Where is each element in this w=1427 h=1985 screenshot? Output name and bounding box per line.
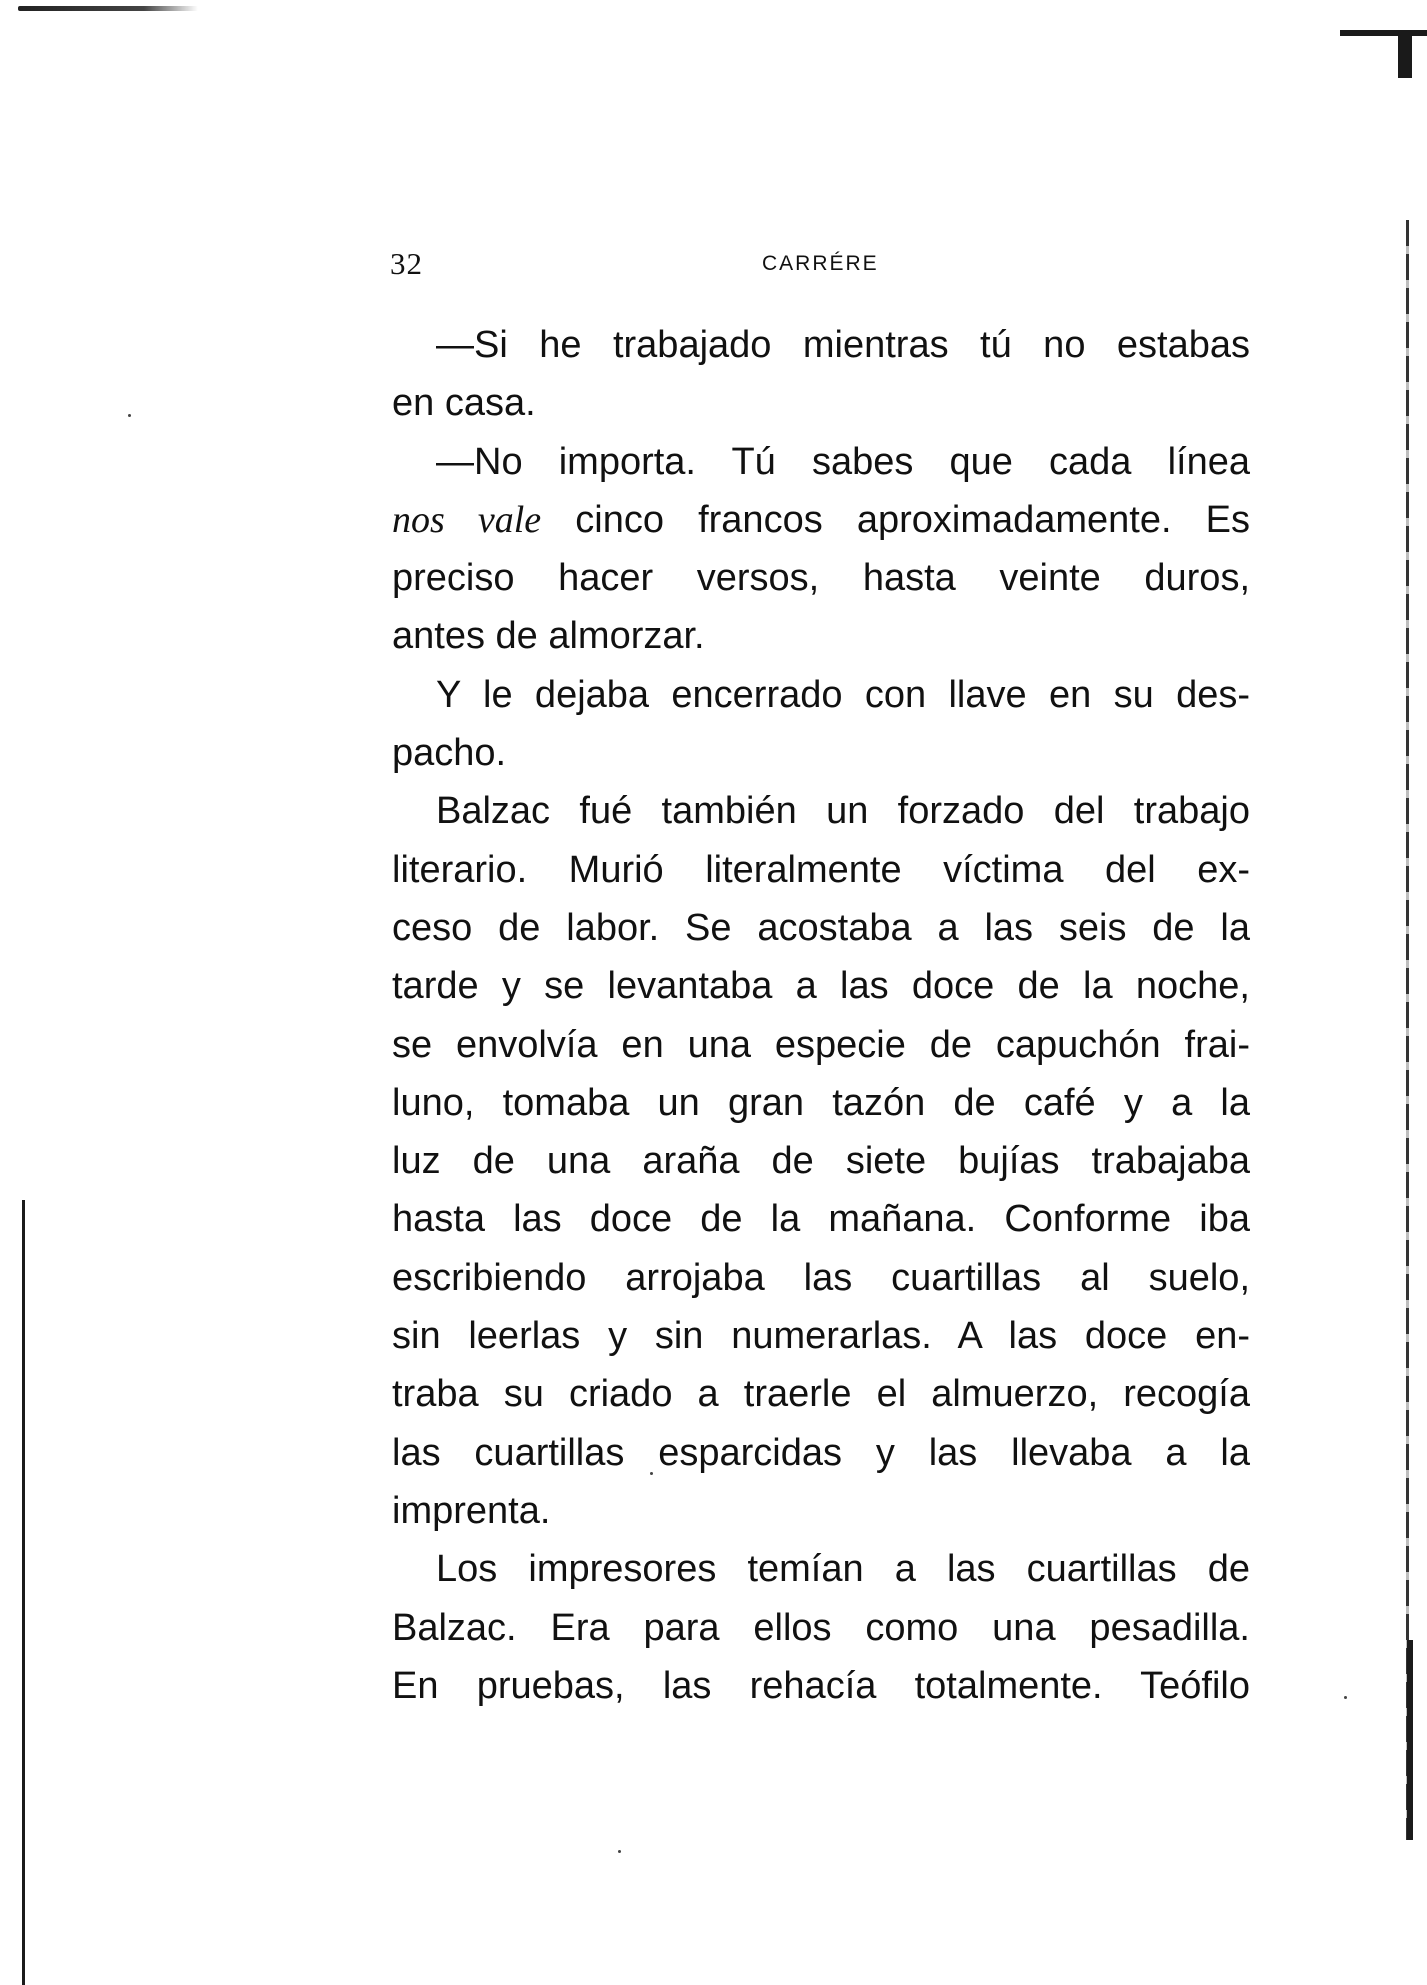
text-line: imprenta. xyxy=(392,1489,551,1532)
text-line: las cuartillas esparcidas y las llevaba a la xyxy=(392,1431,1250,1474)
scan-mark-top-left xyxy=(18,6,198,11)
text-line: preciso hacer versos, hasta veinte duros, xyxy=(392,557,1250,600)
text-line-with-italic xyxy=(392,491,1250,549)
page-number: 32 xyxy=(390,246,423,281)
text-line: —Si he trabajado mientras tú no estabas xyxy=(436,324,1250,366)
body-text xyxy=(392,316,1250,1715)
text-line: pacho. xyxy=(392,732,507,775)
text-line: Balzac. Era para ellos como una pesadilla. xyxy=(392,1606,1250,1649)
scan-mark-top-right-tab xyxy=(1398,30,1412,78)
text-line: sin leerlas y sin numerarlas. A las doce en- xyxy=(392,1315,1250,1358)
text-line: literario. Murió literalmente víctima del ex- xyxy=(392,848,1250,891)
text-line: se envolvía en una especie de capuchón frai- xyxy=(392,1023,1250,1066)
text-line: traba su criado a traerle el almuerzo, recogía xyxy=(392,1373,1250,1416)
text-line: Y le dejaba encerrado con llave en su des- xyxy=(436,673,1250,716)
text-line: ceso de labor. Se acostaba a las seis de la xyxy=(392,906,1250,949)
page-edge-left xyxy=(22,1200,25,1985)
text-line: antes de almorzar. xyxy=(392,615,705,658)
text-line: Balzac fué también un forzado del trabajo xyxy=(436,790,1250,833)
scan-speck xyxy=(1344,1696,1347,1699)
text-line: Los impresores temían a las cuartillas de xyxy=(436,1548,1250,1591)
text-line: —No importa. Tú sabes que cada línea xyxy=(436,440,1250,483)
text-line-rest: cinco francos aproximadamente. Es xyxy=(575,498,1251,541)
text-line: En pruebas, las rehacía totalmente. Teófilo xyxy=(392,1664,1250,1707)
text-line: luno, tomaba un gran tazón de café y a la xyxy=(392,1081,1250,1124)
page-edge-right xyxy=(1406,220,1409,1840)
text-line: hasta las doce de la mañana. Conforme iba xyxy=(392,1198,1250,1241)
running-head: CARRÉRE xyxy=(762,252,879,275)
text-line: en casa. xyxy=(392,382,536,425)
scan-speck xyxy=(618,1850,621,1853)
scan-mark-top-right xyxy=(1340,30,1427,36)
text-line: escribiendo arrojaba las cuartillas al suelo, xyxy=(392,1256,1250,1299)
text-line: tarde y se levantaba a las doce de la noche, xyxy=(392,965,1250,1008)
page-header xyxy=(390,246,1250,286)
page-edge-right-thick xyxy=(1407,1640,1413,1840)
scan-speck xyxy=(128,414,131,417)
italic-phrase: nos vale xyxy=(392,498,542,541)
text-line: luz de una araña de siete bujías trabajaba xyxy=(392,1140,1250,1183)
